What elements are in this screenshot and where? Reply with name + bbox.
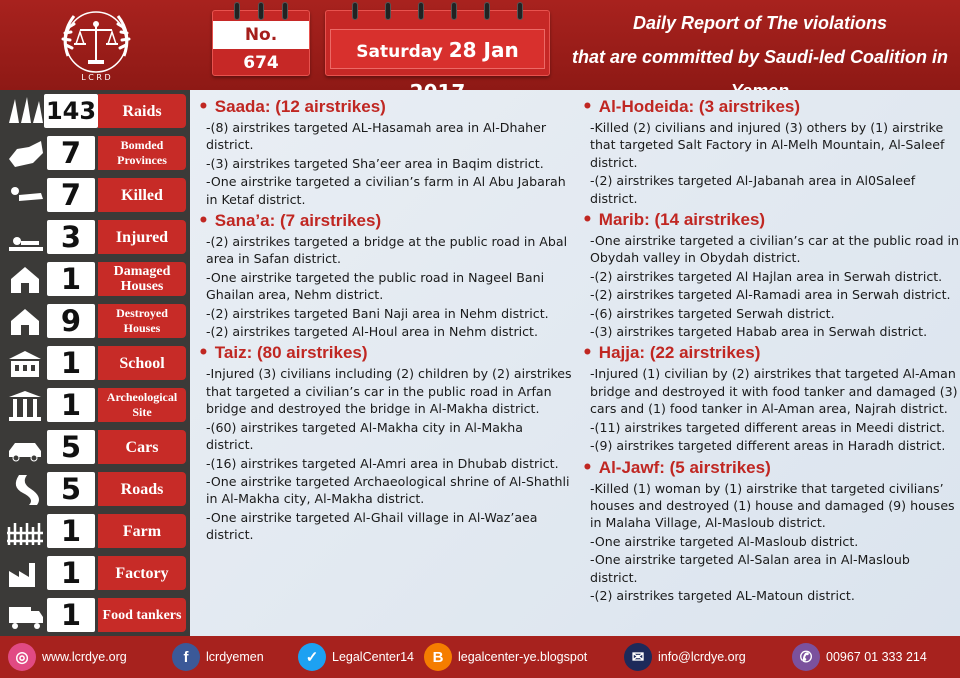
yemen-map-icon bbox=[4, 135, 46, 171]
report-date-value: 28 Jan bbox=[448, 38, 519, 62]
violation-item: -(2) airstrikes targeted Bani Naji area in Nehm district. bbox=[206, 305, 549, 321]
stat-label: Factory bbox=[98, 556, 186, 590]
stat-food-tankers bbox=[0, 596, 190, 634]
governorate-heading: • Sana’a: (7 airstrikes) bbox=[198, 211, 382, 232]
footer-text: lcrdyemen bbox=[206, 650, 264, 664]
footer-twitter-link[interactable] bbox=[298, 643, 414, 671]
footer-text: legalcenter-ye.blogspot bbox=[458, 650, 588, 664]
stat-archeological-site bbox=[0, 386, 190, 424]
footer-facebook-link[interactable] bbox=[172, 643, 264, 671]
stat-destroyed-houses bbox=[0, 302, 190, 340]
governorate-heading: • Hajja: (22 airstrikes) bbox=[582, 343, 761, 364]
violation-item: -(2) airstrikes targeted Al-Ramadi area in Serwah district. bbox=[590, 287, 951, 303]
governorate-title: Al-Hodeida: (3 airstrikes) bbox=[598, 97, 801, 116]
stat-value: 7 bbox=[47, 178, 95, 212]
violation-item: -(2) airstrikes targeted a bridge at the public road in Abal area in Safan district. bbox=[206, 234, 568, 267]
damaged-house-icon bbox=[4, 261, 46, 297]
killed-person-icon bbox=[4, 177, 46, 213]
governorate-heading: • Al-Jawf: (5 airstrikes) bbox=[582, 457, 771, 478]
violation-item: -One airstrike targeted Al-Masloub district. bbox=[590, 533, 859, 549]
footer-email-link[interactable] bbox=[624, 643, 746, 671]
stat-school bbox=[0, 344, 190, 382]
violation-item: -(2) airstrikes targeted Al-Houl area in Nehm district. bbox=[206, 324, 538, 340]
violation-item: -One airstrike targeted Archaeological shrine of Al-Shathli in Al-Makha city, Al-Makha district. bbox=[206, 473, 570, 507]
logo-text: L C R D bbox=[81, 73, 111, 82]
road-icon bbox=[4, 471, 46, 507]
number-label: No. bbox=[213, 21, 309, 49]
governorate-title: Marib: (14 airstrikes) bbox=[598, 210, 766, 230]
stat-value: 1 bbox=[47, 388, 95, 422]
violation-item: -One airstrike targeted a civilian’s car at the public road in Obydah valley in Obydah district. bbox=[590, 233, 959, 266]
violation-item: -(3) airstrikes targeted Habab area in Serwah district. bbox=[590, 324, 928, 340]
food-truck-icon bbox=[4, 597, 46, 633]
email-icon: ✉ bbox=[624, 643, 652, 671]
school-icon bbox=[4, 345, 46, 381]
date-calendar bbox=[325, 10, 550, 76]
injured-person-icon bbox=[4, 219, 46, 255]
footer-viber-link[interactable] bbox=[792, 643, 927, 671]
violation-item: -(2) airstrikes targeted Al-Jabanah area in Al0Saleef district. bbox=[590, 173, 916, 206]
stat-bomded-provinces bbox=[0, 134, 190, 172]
violation-item: -(6) airstrikes targeted Serwah district. bbox=[590, 305, 835, 321]
statistics-sidebar bbox=[0, 90, 190, 636]
violation-item: -(2) airstrikes targeted AL-Matoun district. bbox=[590, 587, 855, 603]
title-line-1: Daily Report of The violations bbox=[632, 13, 888, 33]
stat-damaged-houses bbox=[0, 260, 190, 298]
facebook-icon: f bbox=[172, 643, 200, 671]
car-icon bbox=[4, 429, 46, 465]
governorate-title: Sana’a: (7 airstrikes) bbox=[214, 211, 382, 231]
stat-value: 5 bbox=[47, 472, 95, 506]
violation-item: -One airstrike targeted Al-Ghail village in Al-Waz’aea district. bbox=[206, 509, 538, 543]
stat-farm bbox=[0, 512, 190, 550]
stat-value: 1 bbox=[47, 598, 95, 632]
governorate-heading: • Al-Hodeida: (3 airstrikes) bbox=[582, 97, 801, 117]
report-day: Saturday bbox=[356, 42, 443, 62]
stat-killed bbox=[0, 176, 190, 214]
footer-dribbble-link[interactable] bbox=[8, 643, 127, 671]
report-header bbox=[0, 0, 960, 90]
title-line-2: that are committed by Saudi-led Coalition in bbox=[571, 47, 949, 67]
governorate-title: Taiz: (80 airstrikes) bbox=[214, 343, 368, 363]
stat-value: 3 bbox=[47, 220, 95, 254]
violation-item: -One airstrike targeted Al-Salan area in Al-Masloub district. bbox=[590, 552, 910, 585]
stat-injured bbox=[0, 218, 190, 256]
report-content bbox=[190, 90, 960, 636]
stat-value: 7 bbox=[47, 136, 95, 170]
archeological-columns-icon bbox=[4, 387, 46, 423]
footer-text: 00967 01 333 214 bbox=[826, 650, 927, 664]
violation-item: -Killed (1) woman by (1) airstrike that targeted civilians’ houses and destroyed (1) house and damaged (9) houses in Malaha Village, Al-Masloub district. bbox=[590, 480, 955, 531]
viber-icon: ✆ bbox=[792, 643, 820, 671]
twitter-icon: ✓ bbox=[298, 643, 326, 671]
lcrd-logo bbox=[50, 4, 142, 84]
right-column bbox=[582, 94, 960, 605]
footer-blogger-link[interactable] bbox=[424, 643, 587, 671]
stat-roads bbox=[0, 470, 190, 508]
raid-jets-icon bbox=[4, 93, 46, 129]
violation-item: -(16) airstrikes targeted Al-Amri area in Dhubab district. bbox=[206, 455, 559, 471]
stat-factory bbox=[0, 554, 190, 592]
stat-label: Roads bbox=[98, 472, 186, 506]
stat-label: School bbox=[98, 346, 186, 380]
stat-label: Archeological Site bbox=[98, 388, 186, 422]
stat-value: 9 bbox=[47, 304, 95, 338]
footer-text: LegalCenter14 bbox=[332, 650, 415, 664]
stat-value: 5 bbox=[47, 430, 95, 464]
stat-label: Food tankers bbox=[98, 598, 186, 632]
violation-item: -One airstrike targeted the public road in Nageel Bani Ghailan area, Nehm district. bbox=[206, 269, 545, 303]
violation-item: -One airstrike targeted a civilian’s farm in Al Abu Jabarah in Ketaf district. bbox=[206, 174, 566, 207]
footer-text: www.lcrdye.org bbox=[42, 650, 127, 664]
stat-label: Cars bbox=[98, 430, 186, 464]
violation-item: -(60) airstrikes targeted Al-Makha city in Al-Makha district. bbox=[206, 419, 523, 453]
stat-label: Raids bbox=[98, 94, 186, 128]
contact-footer bbox=[0, 636, 960, 678]
stat-label: Damaged Houses bbox=[98, 262, 186, 296]
stat-label: Killed bbox=[98, 178, 186, 212]
stat-label: Destroyed Houses bbox=[98, 304, 186, 338]
report-date bbox=[330, 29, 545, 69]
blogger-icon: B bbox=[424, 643, 452, 671]
stat-value: 143 bbox=[44, 94, 98, 128]
stat-label: Farm bbox=[98, 514, 186, 548]
governorate-title: Al-Jawf: (5 airstrikes) bbox=[598, 457, 771, 477]
dribbble-icon: ◎ bbox=[8, 643, 36, 671]
stat-raids bbox=[0, 92, 190, 130]
governorate-heading: • Saada: (12 airstrikes) bbox=[198, 97, 386, 117]
violation-item: -Killed (2) civilians and injured (3) others by (1) airstrike that targeted Salt Factory in Al-Melh Mountain, Al-Saleef district. bbox=[590, 120, 945, 170]
violation-item: -Injured (1) civilian by (2) airstrikes that targeted Al-Aman bridge and destroyed it with food tanker and damaged (3) cars and (1) food tanker in Al-Aman area, Najrah district. bbox=[590, 366, 958, 417]
report-number-calendar bbox=[212, 10, 310, 76]
stat-cars bbox=[0, 428, 190, 466]
governorate-heading: • Taiz: (80 airstrikes) bbox=[198, 343, 368, 364]
violation-item: -Injured (3) civilians including (2) children by (2) airstrikes that targeted a civilian’s car in the public road in Arfan bridge and destroyed the bridge in Al-Makha district. bbox=[206, 366, 572, 417]
stat-value: 1 bbox=[47, 514, 95, 548]
stat-label: Bomded Provinces bbox=[98, 136, 186, 170]
governorate-heading: • Marib: (14 airstrikes) bbox=[582, 210, 766, 231]
violation-item: -(3) airstrikes targeted Sha’eer area in Baqim district. bbox=[206, 155, 544, 171]
governorate-title: Hajja: (22 airstrikes) bbox=[598, 343, 761, 363]
footer-text: info@lcrdye.org bbox=[658, 650, 746, 664]
left-column bbox=[198, 94, 574, 545]
violation-item: -(8) airstrikes targeted AL-Hasamah area in Al-Dhaher district. bbox=[206, 120, 547, 153]
violation-item: -(9) airstrikes targeted different areas in Haradh district. bbox=[590, 438, 946, 454]
report-number: 674 bbox=[243, 53, 279, 73]
stat-value: 1 bbox=[47, 262, 95, 296]
destroyed-house-icon bbox=[4, 303, 46, 339]
violation-item: -(2) airstrikes targeted Al Hajlan area in Serwah district. bbox=[590, 268, 943, 284]
stat-label: Injured bbox=[98, 220, 186, 254]
farm-fence-icon bbox=[4, 513, 46, 549]
stat-value: 1 bbox=[47, 556, 95, 590]
violation-item: -(11) airstrikes targeted different areas in Meedi district. bbox=[590, 419, 946, 435]
factory-icon bbox=[4, 555, 46, 591]
stat-value: 1 bbox=[47, 346, 95, 380]
governorate-title: Saada: (12 airstrikes) bbox=[214, 97, 386, 116]
